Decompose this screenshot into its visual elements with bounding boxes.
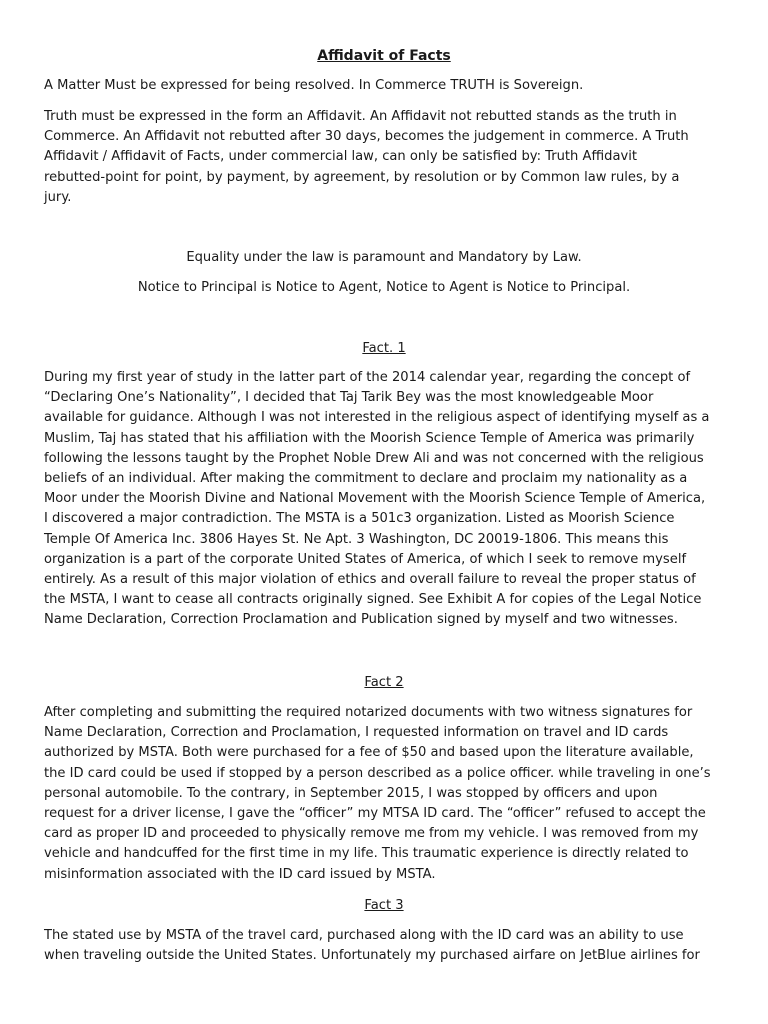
fact-2-line: authorized by MSTA. Both were purchased for a fee of $50 and based upon the literature available, xyxy=(44,745,694,761)
fact-1-line: beliefs of an individual. After making the commitment to declare and proclaim my nationality as a xyxy=(44,471,688,487)
fact-2-heading: Fact 2 xyxy=(364,675,404,690)
fact-2-line: request for a driver license, I gave the “officer” my MTSA ID card. The “officer” refused to accept the xyxy=(44,806,706,822)
fact-1-line: I discovered a major contradiction. The MSTA is a 501c3 organization. Listed as Moorish Science xyxy=(44,511,675,527)
truth-paragraph xyxy=(44,107,730,208)
fact-2-body xyxy=(44,703,730,885)
fact-1-line: Temple Of America Inc. 3806 Hayes St. Ne Apt. 3 Washington, DC 20019-1806. This means this xyxy=(44,531,669,547)
truth-line: Commerce. An Affidavit not rebutted after 30 days, becomes the judgement in commerce. A Truth xyxy=(44,129,689,145)
fact-1-line: organization is a part of the corporate United States of America, of which I seek to remove myself xyxy=(44,551,687,567)
intro-line xyxy=(44,76,730,96)
fact-1-line: entirely. As a result of this major violation of ethics and overall failure to reveal the proper status of xyxy=(44,572,696,588)
fact-2-line: the ID card could be used if stopped by a person described as a police officer. while traveling in one’s xyxy=(44,765,711,781)
fact-1-line: Moor under the Moorish Divine and National Movement with the Moorish Science Temple of America, xyxy=(44,491,706,507)
document-title: Affidavit of Facts xyxy=(317,48,451,64)
fact-2-line: vehicle and handcuffed for the first time in my life. This traumatic experience is directly related to xyxy=(44,846,689,862)
truth-line: Truth must be expressed in the form an Affidavit. An Affidavit not rebutted stands as the truth in xyxy=(44,109,677,124)
intro-text: A Matter Must be expressed for being resolved. In Commerce TRUTH is Sovereign. xyxy=(44,78,584,93)
fact-1-line: following the lessons taught by the Prophet Noble Drew Ali and was not concerned with the religious xyxy=(44,450,704,466)
equality-statement: Equality under the law is paramount and Mandatory by Law. xyxy=(186,250,582,265)
fact-2-line: After completing and submitting the required notarized documents with two witness signatures for xyxy=(44,705,693,720)
fact-1-heading: Fact. 1 xyxy=(362,341,406,356)
fact-1-line: During my first year of study in the latter part of the 2014 calendar year, regarding the concept of xyxy=(44,370,691,385)
truth-line: Affidavit / Affidavit of Facts, under commercial law, can only be satisfied by: Truth Affidavit xyxy=(44,149,637,165)
fact-2-line: card as proper ID and proceeded to physically remove me from my vehicle. I was removed from my xyxy=(44,826,699,842)
fact-3-line: The stated use by MSTA of the travel card, purchased along with the ID card was an ability to use xyxy=(44,928,684,943)
fact-1-line: “Declaring One’s Nationality”, I decided that Taj Tarik Bey was the most knowledgeable Moor xyxy=(44,390,654,406)
fact-1-line: Muslim, Taj has stated that his affiliation with the Moorish Science Temple of America was primarily xyxy=(44,430,695,446)
fact-1-line: available for guidance. Although I was not interested in the religious aspect of identifying myself as a xyxy=(44,410,710,426)
fact-3-heading: Fact 3 xyxy=(364,898,404,913)
notice-statement: Notice to Principal is Notice to Agent, Notice to Agent is Notice to Principal. xyxy=(137,280,631,295)
fact-3-line: when traveling outside the United States. Unfortunately my purchased airfare on JetBlue airlines for xyxy=(44,948,700,964)
truth-line: rebutted-point for point, by payment, by agreement, by resolution or by Common law rules, by a xyxy=(44,169,680,185)
fact-2-line: Name Declaration, Correction and Proclamation, I requested information on travel and ID cards xyxy=(44,725,669,741)
truth-line: jury. xyxy=(44,189,72,205)
fact-1-line: the MSTA, I want to cease all contracts originally signed. See Exhibit A for copies of the Legal Notice xyxy=(44,592,702,608)
fact-1-line: Name Declaration, Correction Proclamation and Publication signed by myself and two witnesses. xyxy=(44,612,678,628)
fact-3-body xyxy=(44,926,730,966)
fact-2-line: personal automobile. To the contrary, in September 2015, I was stopped by officers and upon xyxy=(44,785,658,801)
fact-2-line: misinformation associated with the ID card issued by MSTA. xyxy=(44,866,436,882)
fact-1-body xyxy=(44,368,730,631)
